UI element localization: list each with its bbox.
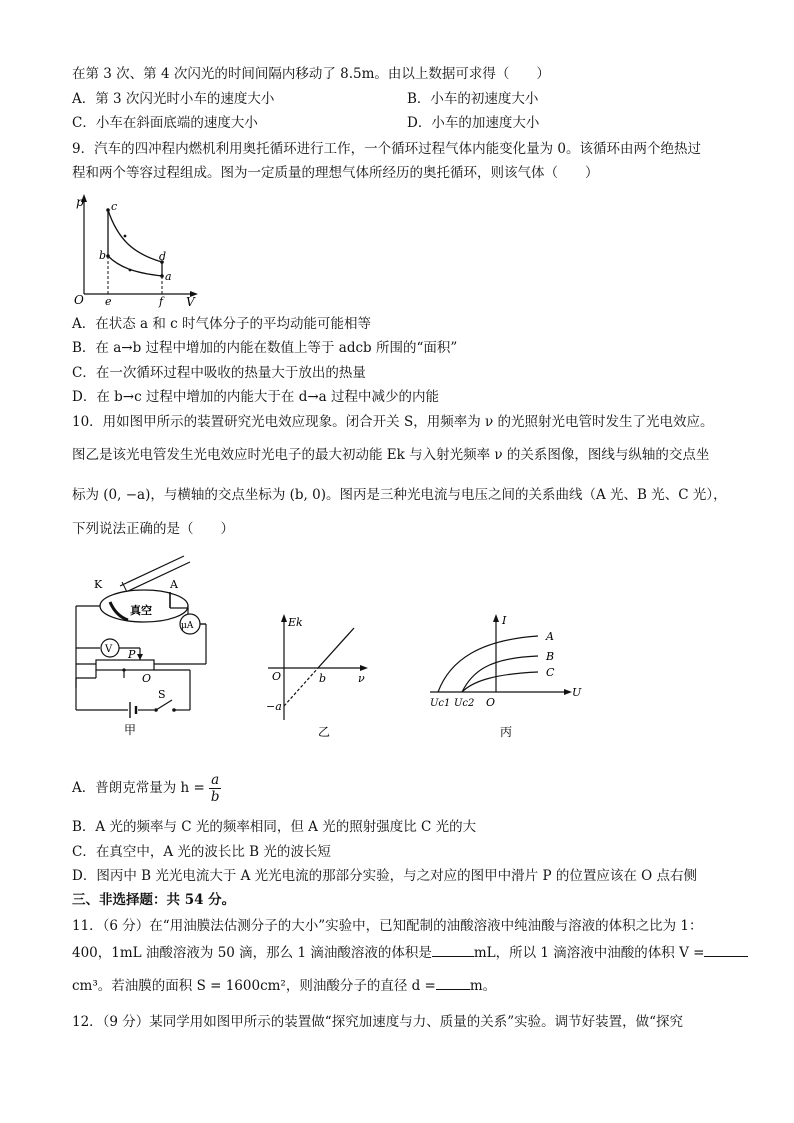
q10-jia-label-voltmeter: V xyxy=(105,644,113,655)
q10-yi-label-ek: Ek xyxy=(288,616,303,629)
q10-bing-label-c: C xyxy=(546,666,555,679)
q11-blank-oil-volume[interactable] xyxy=(704,942,748,957)
q11-line3-part-a: cm³。若油膜的面积 S = 1600cm²，则油酸分子的直径 d = xyxy=(72,978,436,994)
q10-figure-jia-circuit xyxy=(66,548,226,742)
q9-option-a[interactable]: A．在状态 a 和 c 时气体分子的平均动能可能相等 xyxy=(72,316,372,332)
q10-option-c[interactable]: C．在真空中，A 光的波长比 B 光的波长短 xyxy=(72,844,331,860)
q10-bing-label-a: A xyxy=(546,630,554,643)
q10-bing-label-u: U xyxy=(572,686,582,699)
q10-bing-label-uc1: Uc1 xyxy=(430,698,451,709)
q10-bing-label-b: B xyxy=(546,650,555,663)
q8-option-d[interactable]: D．小车的加速度大小 xyxy=(407,115,540,131)
q9-label-c: c xyxy=(111,200,118,213)
q11-line2-part-b: mL，所以 1 滴溶液中油酸的体积 V = xyxy=(473,945,705,961)
q11-stem-line-2 xyxy=(72,942,748,963)
q10-bing-label-i: I xyxy=(502,614,507,627)
q10-figure-bing-iv-graph xyxy=(428,612,588,746)
q8-option-c[interactable]: C．小车在斜面底端的速度大小 xyxy=(72,115,258,131)
q10-option-d[interactable]: D．图丙中 B 光光电流大于 A 光光电流的那部分实验，与之对应的图甲中滑片 P 的位置应该在 O 点右侧 xyxy=(72,868,697,884)
q10-stem-line-4: 下列说法正确的是（ ） xyxy=(72,521,234,537)
q10-option-a-denominator: b xyxy=(210,789,220,805)
q10-option-a-fraction xyxy=(209,772,221,805)
q9-option-c[interactable]: C．在一次循环过程中吸收的热量大于放出的热量 xyxy=(72,365,366,381)
q11-stem-line-1: 11．（6 分）在“用油膜法估测分子的大小”实验中，已知配制的油酸溶液中纯油酸与溶液的体积之比为 1： xyxy=(72,918,703,934)
q10-jia-label-vacuum: 真空 xyxy=(130,604,152,617)
q11-blank-diameter[interactable] xyxy=(436,975,470,990)
q10-jia-caption: 甲 xyxy=(124,723,137,737)
q8-option-b[interactable]: B．小车的初速度大小 xyxy=(407,91,539,107)
q11-line3-part-b: m。 xyxy=(469,978,497,994)
q10-stem-line-2: 图乙是该光电管发生光电效应时光电子的最大初动能 Ek 与入射光频率 ν 的关系图像，图线与纵轴的交点坐 xyxy=(72,447,710,463)
q10-yi-label-b: b xyxy=(319,672,327,685)
q9-label-b: b xyxy=(99,249,107,262)
q9-label-d: d xyxy=(159,250,167,263)
q10-yi-label-minus-a: −a xyxy=(266,700,282,713)
q9-label-f: f xyxy=(159,295,164,308)
q8-option-a[interactable]: A．第 3 次闪光时小车的速度大小 xyxy=(72,91,275,107)
q10-yi-caption: 乙 xyxy=(318,725,331,739)
q10-option-a-numerator: a xyxy=(211,772,220,788)
q10-option-a-prefix: A．普朗克常量为 h = xyxy=(72,780,205,796)
q10-bing-label-uc2: Uc2 xyxy=(454,698,475,709)
q10-yi-label-nu: ν xyxy=(358,672,365,685)
q9-option-b[interactable]: B．在 a→b 过程中增加的内能在数值上等于 adcb 所围的“面积” xyxy=(72,340,458,356)
q9-label-o: O xyxy=(74,293,84,307)
q11-stem-line-3 xyxy=(72,975,496,996)
q9-label-p: p xyxy=(76,195,84,209)
q9-pv-diagram xyxy=(72,192,202,312)
q10-jia-label-microammeter: μA xyxy=(181,621,194,631)
section-3-heading: 三、非选择题：共 54 分。 xyxy=(72,892,236,908)
q10-option-a[interactable] xyxy=(72,768,221,808)
q10-bing-label-o: O xyxy=(486,696,496,709)
q10-bing-caption: 丙 xyxy=(500,725,513,739)
q10-option-b[interactable]: B．A 光的频率与 C 光的频率相同，但 A 光的照射强度比 C 光的大 xyxy=(72,819,477,835)
q10-figure-yi-ek-graph xyxy=(262,612,372,746)
q9-label-a: a xyxy=(165,270,172,283)
q12-stem-line-1: 12．（9 分）某同学用如图甲所示的装置做“探究加速度与力、质量的关系”实验。调节好装置，做“探究 xyxy=(72,1014,684,1030)
q11-line2-part-a: 400，1mL 油酸溶液为 50 滴，那么 1 滴油酸溶液的体积是 xyxy=(72,945,432,961)
q8-stem-line: 在第 3 次、第 4 次闪光的时间间隔内移动了 8.5m。由以上数据可求得（ ） xyxy=(72,66,550,82)
q10-jia-label-k: K xyxy=(94,578,103,591)
q10-yi-label-o: O xyxy=(272,670,282,683)
q9-label-v: V xyxy=(186,295,195,308)
q9-option-d[interactable]: D．在 b→c 过程中增加的内能大于在 d→a 过程中减少的内能 xyxy=(72,389,440,405)
q10-jia-label-o: O xyxy=(142,672,152,685)
q10-stem-line-3: 标为 (0, −a)，与横轴的交点坐标为 (b, 0)。图丙是三种光电流与电压之间的关系曲线（A 光、B 光、C 光）， xyxy=(72,487,727,503)
q10-jia-label-s: S xyxy=(158,688,166,701)
q9-label-e: e xyxy=(105,295,112,308)
q9-stem-line-1: 9．汽车的四冲程内燃机利用奥托循环进行工作，一个循环过程气体内能变化量为 0。该循环由两个绝热过 xyxy=(72,141,701,157)
q10-jia-label-p: P xyxy=(128,648,136,661)
q10-jia-label-a: A xyxy=(170,578,178,591)
q11-blank-drop-volume[interactable] xyxy=(432,942,474,957)
q10-stem-line-1: 10．用如图甲所示的装置研究光电效应现象。闭合开关 S，用频率为 ν 的光照射光电管时发生了光电效应。 xyxy=(72,414,714,430)
q9-stem-line-2: 程和两个等容过程组成。图为一定质量的理想气体所经历的奥托循环，则该气体（ ） xyxy=(72,165,599,181)
